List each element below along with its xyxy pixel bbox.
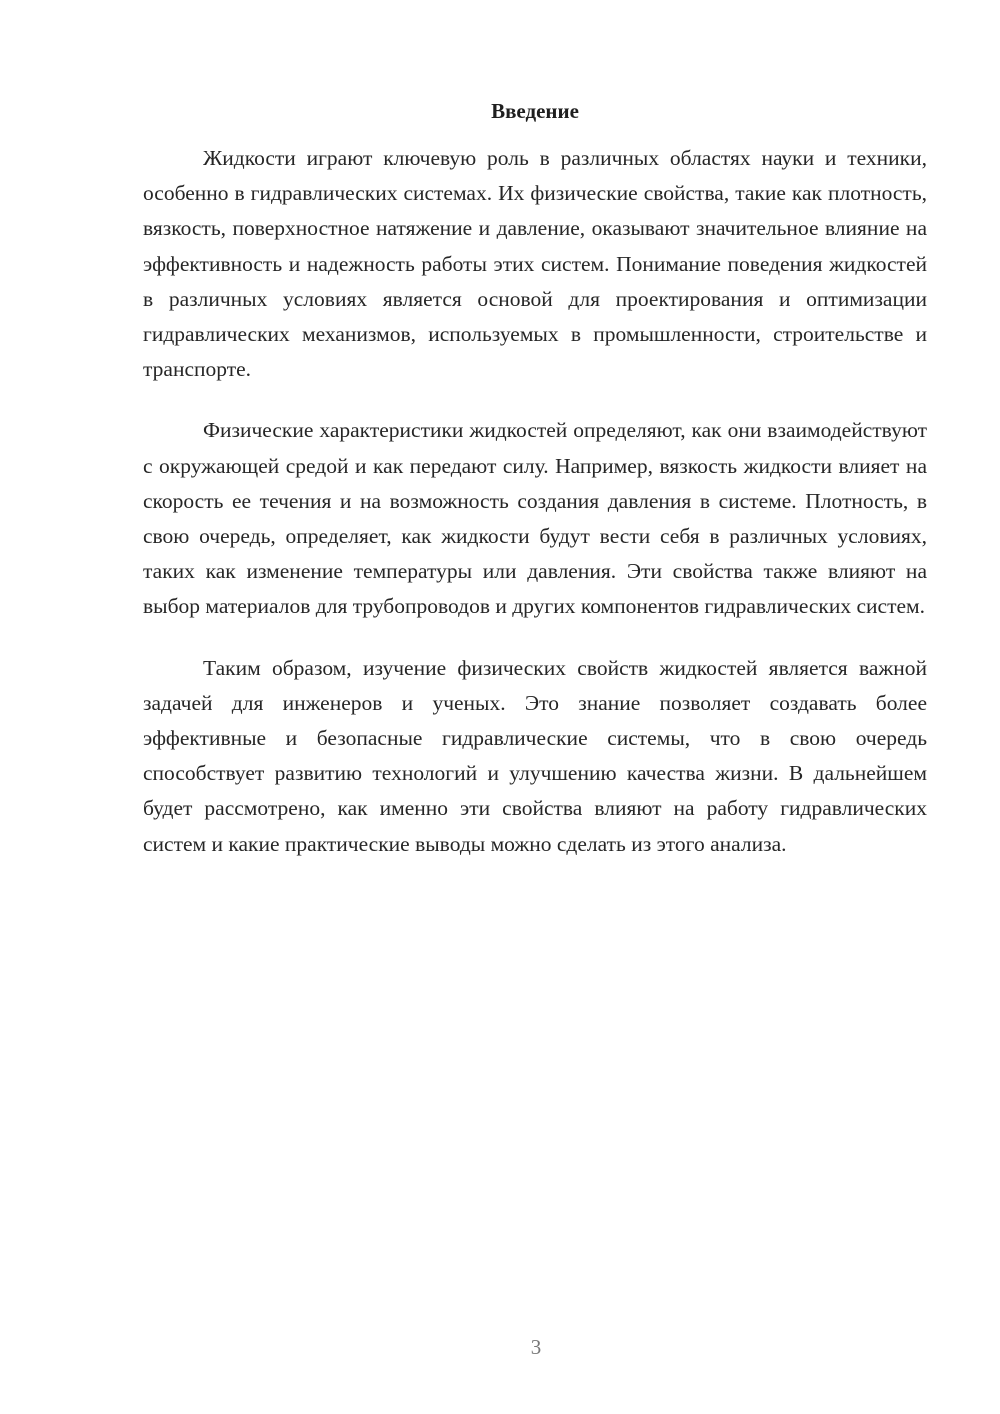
section-title: Введение [491,99,579,123]
intro-paragraph-1: Жидкости играют ключевую роль в различных областях науки и техники, особенно в гидравлических системах. Их физические свойства, такие как плотность, вязкость, поверхностное натяжение и давление, оказывают значительное влияние на эффективность и надежность работы этих систем. Понимание поведения жидкостей в различных условиях является основой для проектирования и оптимизации гидравлических механизмов, используемых в промышленности, строительстве и транспорте. [143,146,927,382]
intro-paragraph-2: Физические характеристики жидкостей определяют, как они взаимодействуют с окружающей средой и как передают силу. Например, вязкость жидкости влияет на скорость ее течения и на возможность создания давления в системе. Плотность, в свою очередь, определяет, как жидкости будут вести себя в различных условиях, таких как изменение температуры или давления. Эти свойства также влияют на выбор материалов для трубопроводов и других компонентов гидравлических систем. [143,418,927,619]
page-number: 3 [530,1335,542,1359]
intro-paragraph-3: Таким образом, изучение физических свойств жидкостей является важной задачей для инженеров и ученых. Это знание позволяет создавать более эффективные и безопасные гидравлические системы, что в свою очередь способствует развитию технологий и улучшению качества жизни. В дальнейшем будет рассмотрено, как именно эти свойства влияют на работу гидравлических систем и какие практические выводы можно сделать из этого анализа. [143,655,927,856]
page-content [143,97,927,888]
